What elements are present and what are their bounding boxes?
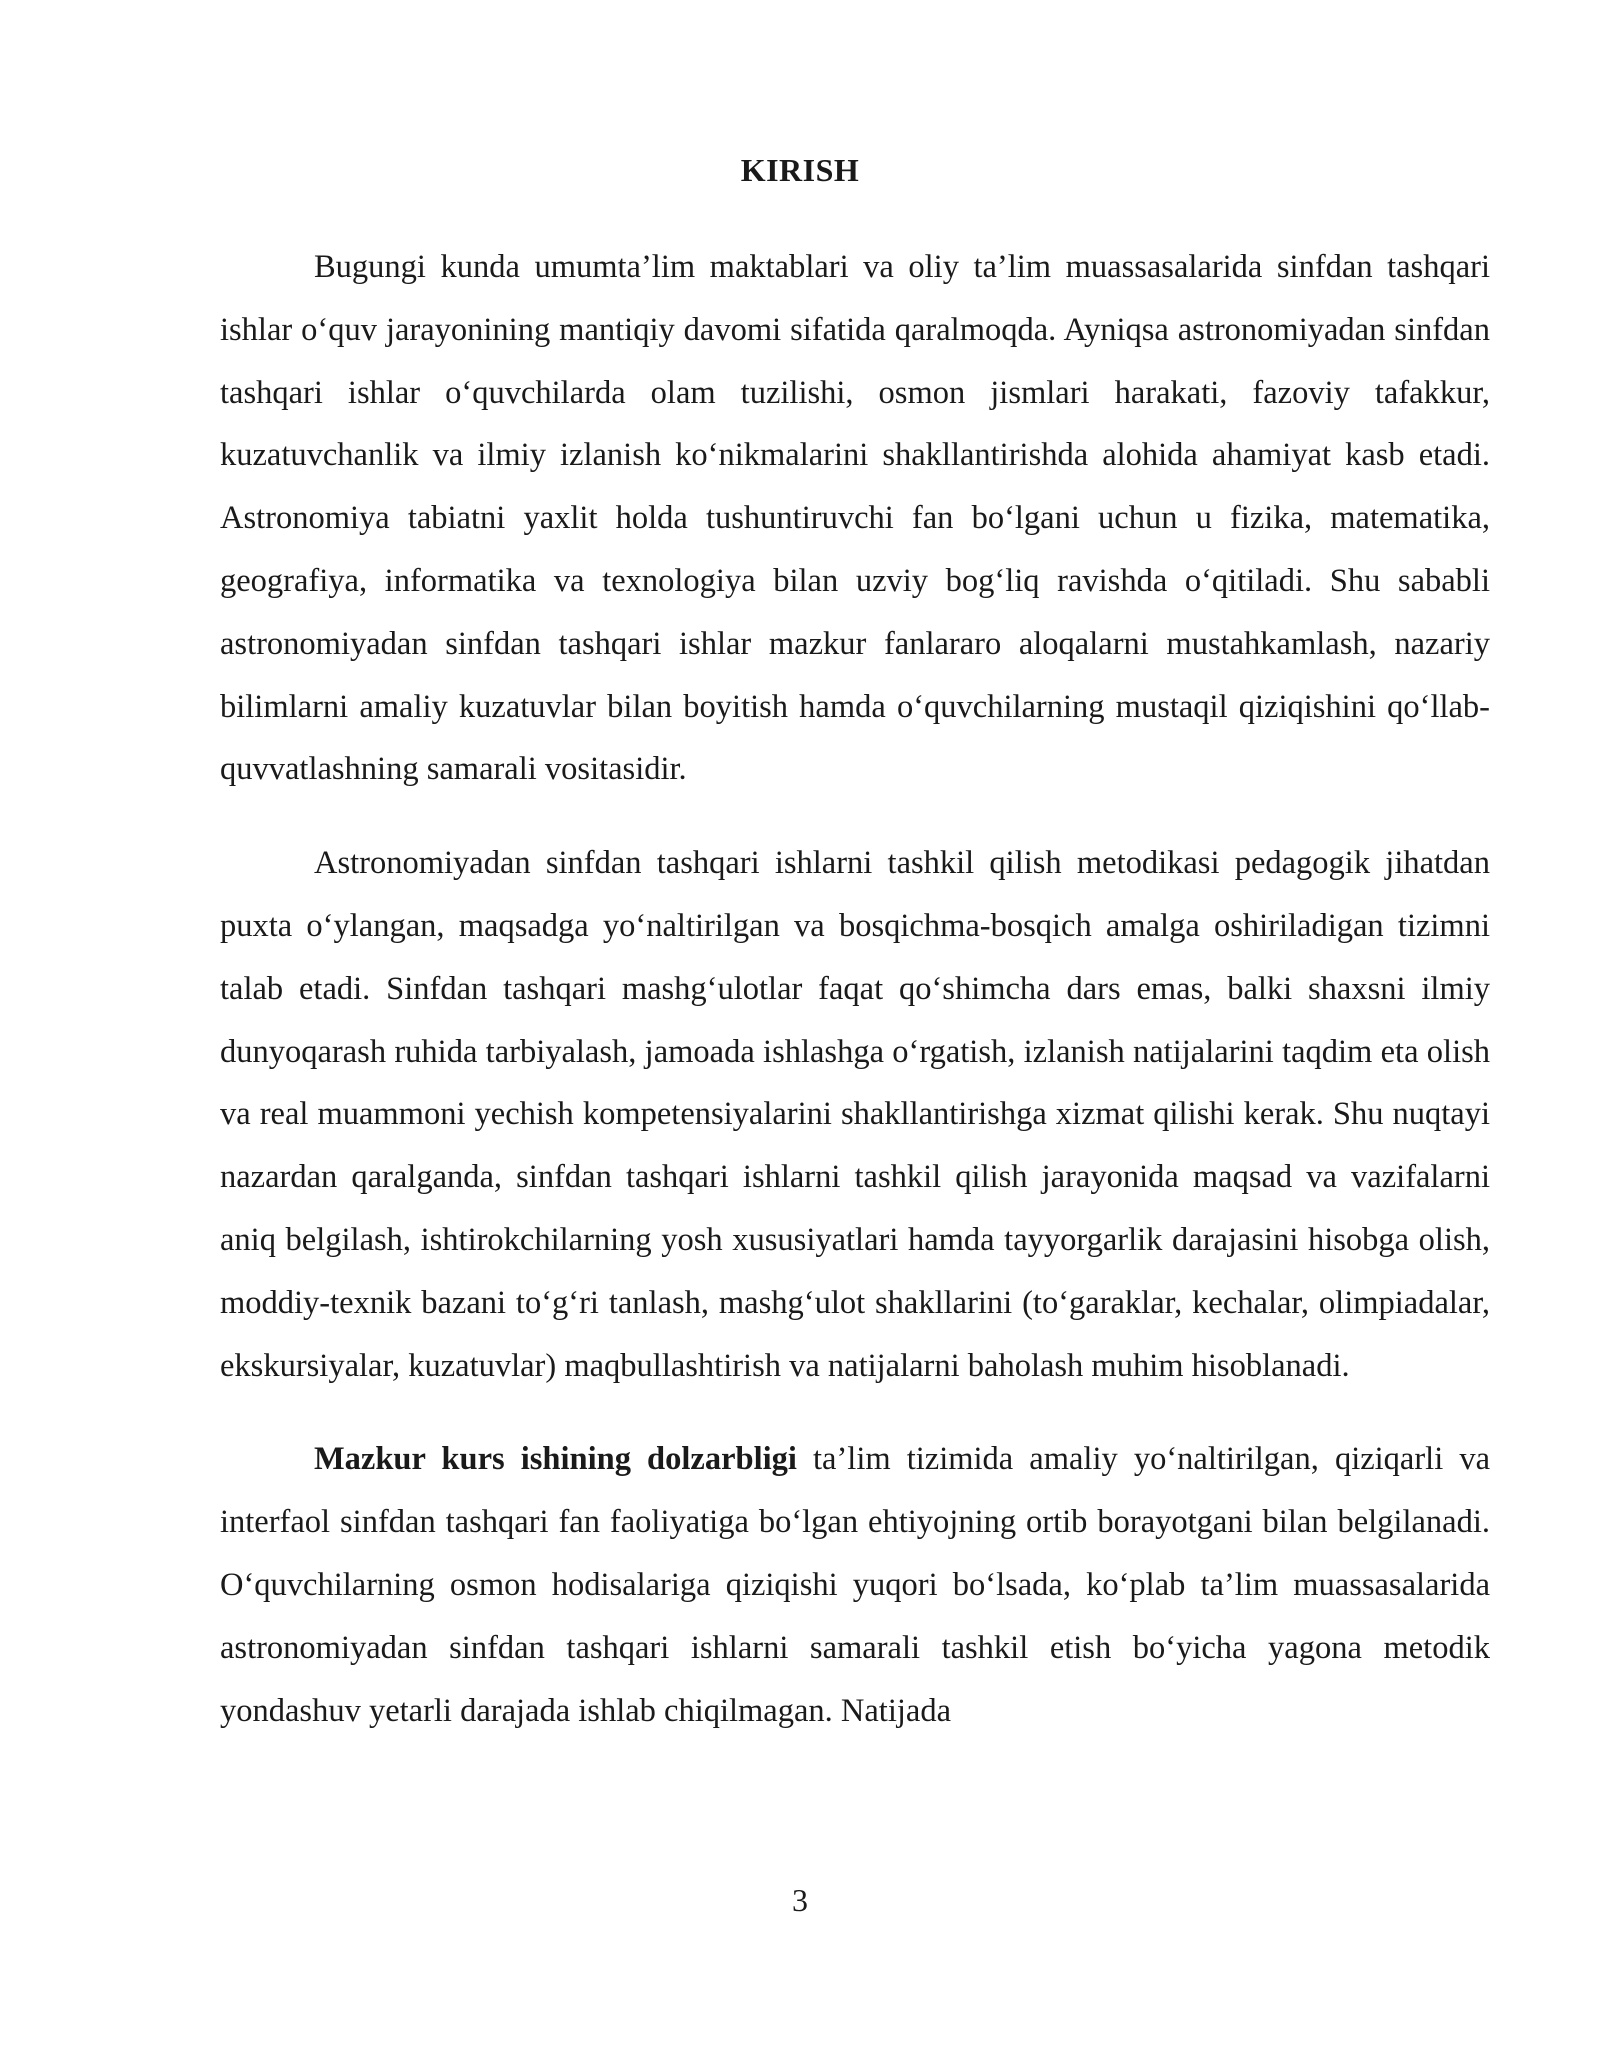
paragraph-3-lead: Mazkur kurs ishining dolzarbligi <box>314 1441 797 1478</box>
paragraph-2-text: Astronomiyadan sinfdan tashqari ishlarni tashkil qilish metodikasi pedagogik jihatdan puxta o‘ylangan, maqsadga yo‘naltirilgan va bosqichma-bosqich amalga oshiriladigan tizimni talab etadi. Sinfdan tashqari mashg‘ulotlar faqat qo‘shimcha dars emas, balki shaxsni ilmiy dunyoqarash ruhida tarbiyalash, jamoada ishlashga o‘rgatish, izlanish natijalarini taqdim eta olish va real muammoni yechish kompetensiyalarini shakllantirishga xizmat qilishi kerak. Shu nuqtayi nazardan qaralganda, sinfdan tashqari ishlarni tashkil qilish jarayonida maqsad va vazifalarni aniq belgilash, ishtirokchilarning yosh xususiyatlari hamda tayyorgarlik darajasini hisobga olish, moddiy-texnik bazani to‘g‘ri tanlash, mashg‘ulot shakllarini (to‘garaklar, kechalar, olimpiadalar, ekskursiyalar, kuzatuvlar) maqbullashtirish va natijalarni baholash muhim hisoblanadi. <box>220 845 1490 1384</box>
section-title: KIRISH <box>740 152 860 188</box>
paragraph-3 <box>220 1428 1490 1742</box>
page-number: 3 <box>792 1882 808 1918</box>
paragraph-1 <box>220 236 1490 801</box>
paragraph-3-text: ta’lim tizimida amaliy yo‘naltirilgan, qiziqarli va interfaol sinfdan tashqari fan faoliyatiga bo‘lgan ehtiyojning ortib borayotgani bilan belgilanadi. O‘quvchilarning osmon hodisalariga qiziqishi yuqori bo‘lsada, ko‘plab ta’lim muassasalarida astronomiyadan sinfdan tashqari ishlarni samarali tashkil etish bo‘yicha yagona metodik yondashuv yetarli darajada ishlab chiqilmagan. Natijada <box>220 1441 1491 1729</box>
paragraph-1-text: Bugungi kunda umumta’lim maktablari va oliy ta’lim muassasalarida sinfdan tashqari ishlar o‘quv jarayonining mantiqiy davomi sifatida qaralmoqda. Ayniqsa astronomiyadan sinfdan tashqari ishlar o‘quvchilarda olam tuzilishi, osmon jismlari harakati, fazoviy tafakkur, kuzatuvchanlik va ilmiy izlanish ko‘nikmalarini shakllantirishda alohida ahamiyat kasb etadi. Astronomiya tabiatni yaxlit holda tushuntiruvchi fan bo‘lgani uchun u fizika, matematika, geografiya, informatika va texnologiya bilan uzviy bog‘liq ravishda o‘qitiladi. Shu sababli astronomiyadan sinfdan tashqari ishlar mazkur fanlararo aloqalarni mustahkamlash, nazariy bilimlarni amaliy kuzatuvlar bilan boyitish hamda o‘quvchilarning mustaqil qiziqishini qo‘llab-quvvatlashning samarali vositasidir. <box>220 249 1490 788</box>
body-text <box>220 236 1490 1742</box>
paragraph-2 <box>220 832 1490 1397</box>
